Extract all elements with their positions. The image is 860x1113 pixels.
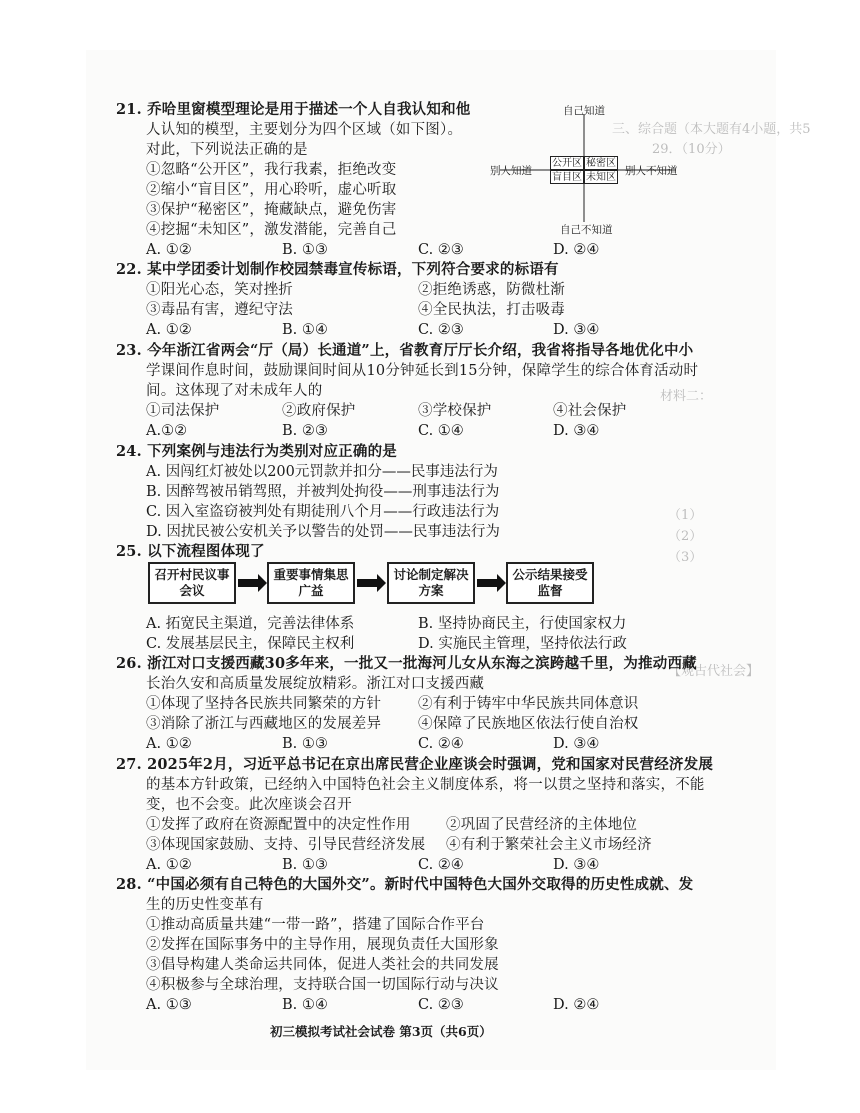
option-c[interactable]: C. ②③ — [418, 242, 464, 258]
option-d[interactable]: D. 实施民主管理，坚持依法行政 — [418, 636, 627, 652]
option-a[interactable]: A. ①② — [146, 322, 192, 338]
option-d[interactable]: D. ③④ — [553, 857, 600, 873]
statement: ①阳光心态，笑对挫折 — [146, 282, 293, 298]
question-stem: 学课间作息时间，鼓励课间时间从10分钟延长到15分钟，保障学生的综合体育活动时 — [146, 363, 699, 379]
bleed-text: 材料二： — [660, 389, 713, 404]
option-a[interactable]: A. 因闯红灯被处以200元罚款并扣分——民事违法行为 — [146, 464, 498, 480]
question-stem: 26. 浙江对口支援西藏30多年来，一批又一批海河儿女从东海之滨跨越千里，为推动西藏 — [116, 655, 697, 672]
option-c[interactable]: C. 因入室盗窃被判处有期徒刑八个月——行政违法行为 — [146, 504, 500, 520]
question-stem: 21. 乔哈里窗模型理论是用于描述一个人自我认知和他 — [116, 101, 471, 118]
statement: ③毒品有害，遵纪守法 — [146, 302, 293, 318]
statement: ①推动高质量共建“一带一路”，搭建了国际合作平台 — [146, 917, 485, 933]
option-d[interactable]: D. ②④ — [553, 997, 600, 1013]
question-stem: 间。这体现了对未成年人的 — [146, 383, 323, 399]
option-d[interactable]: D. ②④ — [553, 242, 600, 258]
statement: ②政府保护 — [282, 403, 356, 419]
statement: ④全民执法，打击吸毒 — [418, 302, 565, 318]
option-b[interactable]: B. ①③ — [282, 242, 328, 258]
option-b[interactable]: B. 坚持协商民主，行使国家权力 — [418, 616, 627, 632]
statement: ①忽略“公开区”，我行我素，拒绝改变 — [146, 162, 397, 178]
statement: ①发挥了政府在资源配置中的决定性作用 — [146, 817, 411, 833]
label-self-known: 自己知道 — [563, 105, 605, 117]
option-a[interactable]: A.①② — [146, 423, 188, 439]
statement: ①体现了坚持各民族共同繁荣的方针 — [146, 696, 382, 712]
option-c[interactable]: C. 发展基层民主，保障民主权利 — [146, 636, 355, 652]
statement: ④社会保护 — [553, 403, 627, 419]
option-c[interactable]: C. ②③ — [418, 322, 464, 338]
option-c[interactable]: C. ①④ — [418, 423, 464, 439]
johari-unknown-area: 未知区 — [586, 172, 616, 183]
option-a[interactable]: A. ①③ — [146, 997, 192, 1013]
johari-blind-area: 盲目区 — [552, 172, 582, 183]
statement: ④保障了民族地区依法行使自治权 — [418, 716, 639, 732]
statement: ③学校保护 — [418, 403, 492, 419]
statement: ③保护“秘密区”，掩藏缺点，避免伤害 — [146, 202, 397, 218]
johari-open-area: 公开区 — [552, 158, 582, 169]
statement: ④有利于繁荣社会主义市场经济 — [446, 837, 652, 853]
flow-arrows — [236, 572, 596, 594]
bleed-text: 29．（10分） — [652, 142, 731, 157]
option-d[interactable]: D. ③④ — [553, 736, 600, 752]
question-stem: 22. 某中学团委计划制作校园禁毒宣传标语，下列符合要求的标语有 — [116, 261, 559, 278]
option-b[interactable]: B. ①③ — [282, 736, 328, 752]
question-stem: 23. 今年浙江省两会“厅（局）长通道”上，省教育厅厅长介绍，我省将指导各地优化中小 — [116, 342, 694, 359]
bleed-text: （2） — [668, 529, 703, 544]
option-c[interactable]: C. ②④ — [418, 736, 464, 752]
question-stem: 27. 2025年2月，习近平总书记在京出席民营企业座谈会时强调，党和国家对民营经济发展 — [116, 756, 714, 773]
label-others-unknown: 别人不知道 — [625, 165, 678, 177]
option-a[interactable]: A. ①② — [146, 736, 192, 752]
question-stem: 人认知的模型，主要划分为四个区域（如下图）。 — [146, 122, 463, 138]
question-stem: 28. “中国必须有自己特色的大国外交”。新时代中国特色大国外交取得的历史性成就、发 — [116, 876, 694, 893]
label-self-unknown: 自己不知道 — [560, 224, 613, 236]
statement: ③倡导构建人类命运共同体，促进人类社会的共同发展 — [146, 957, 499, 973]
option-b[interactable]: B. ①④ — [282, 997, 328, 1013]
option-b[interactable]: B. ①③ — [282, 857, 328, 873]
question-stem: 长治久安和高质量发展绽放精彩。浙江对口支援西藏 — [146, 676, 485, 692]
option-b[interactable]: B. ①④ — [282, 322, 328, 338]
question-stem: 变，也不会变。此次座谈会召开 — [146, 797, 352, 813]
statement: ③体现国家鼓励、支持、引导民营经济发展 — [146, 837, 426, 853]
option-c[interactable]: C. ②③ — [418, 997, 464, 1013]
flow-step-4: 公示结果接受监督 — [506, 562, 594, 604]
statement: ②有利于铸牢中华民族共同体意识 — [418, 696, 639, 712]
question-stem: 25. 以下流程图体现了 — [116, 543, 265, 560]
statement: ②巩固了民营经济的主体地位 — [446, 817, 638, 833]
statement: ④挖掘“未知区”，激发潜能，完善自己 — [146, 222, 397, 238]
option-b[interactable]: B. ②③ — [282, 423, 328, 439]
statement: ①司法保护 — [146, 403, 220, 419]
question-stem: 对此，下列说法正确的是 — [146, 142, 308, 158]
question-stem: 24. 下列案例与违法行为类别对应正确的是 — [116, 443, 397, 460]
option-b[interactable]: B. 因醉驾被吊销驾照，并被判处拘役——刑事违法行为 — [146, 484, 500, 500]
statement: ③消除了浙江与西藏地区的发展差异 — [146, 716, 382, 732]
flow-step-2: 重要事情集思广益 — [267, 562, 355, 604]
statement: ②缩小“盲目区”，用心聆听，虚心听取 — [146, 182, 397, 198]
option-c[interactable]: C. ②④ — [418, 857, 464, 873]
option-d[interactable]: D. ③④ — [553, 423, 600, 439]
question-stem: 生的历史性变革有 — [146, 897, 264, 913]
flow-step-3: 讨论制定解决方案 — [387, 562, 475, 604]
option-d[interactable]: D. ③④ — [553, 322, 600, 338]
option-d[interactable]: D. 因扰民被公安机关予以警告的处罚——民事违法行为 — [146, 524, 500, 540]
statement: ②拒绝诱惑，防微杜渐 — [418, 282, 565, 298]
bleed-text: 三、综合题（本大题有4小题，共5 — [612, 122, 811, 137]
question-stem: 的基本方针政策，已经纳入中国特色社会主义制度体系，将一以贯之坚持和落实，不能 — [146, 777, 705, 793]
option-a[interactable]: A. ①② — [146, 857, 192, 873]
statement: ②发挥在国际事务中的主导作用，展现负责任大国形象 — [146, 937, 499, 953]
johari-hidden-area: 秘密区 — [586, 158, 616, 169]
bleed-text: 【观古代社会】 — [668, 664, 760, 679]
statement: ④积极参与全球治理，支持联合国一切国际行动与决议 — [146, 977, 499, 993]
flow-step-1: 召开村民议事会议 — [148, 562, 236, 604]
bleed-text: （3） — [668, 550, 703, 565]
label-others-known: 别人知道 — [490, 165, 532, 177]
page-footer: 初三模拟考试社会试卷 第3页（共6页） — [270, 1024, 492, 1039]
option-a[interactable]: A. ①② — [146, 242, 192, 258]
option-a[interactable]: A. 拓宽民主渠道，完善法律体系 — [146, 616, 355, 632]
bleed-text: （1） — [668, 508, 703, 523]
